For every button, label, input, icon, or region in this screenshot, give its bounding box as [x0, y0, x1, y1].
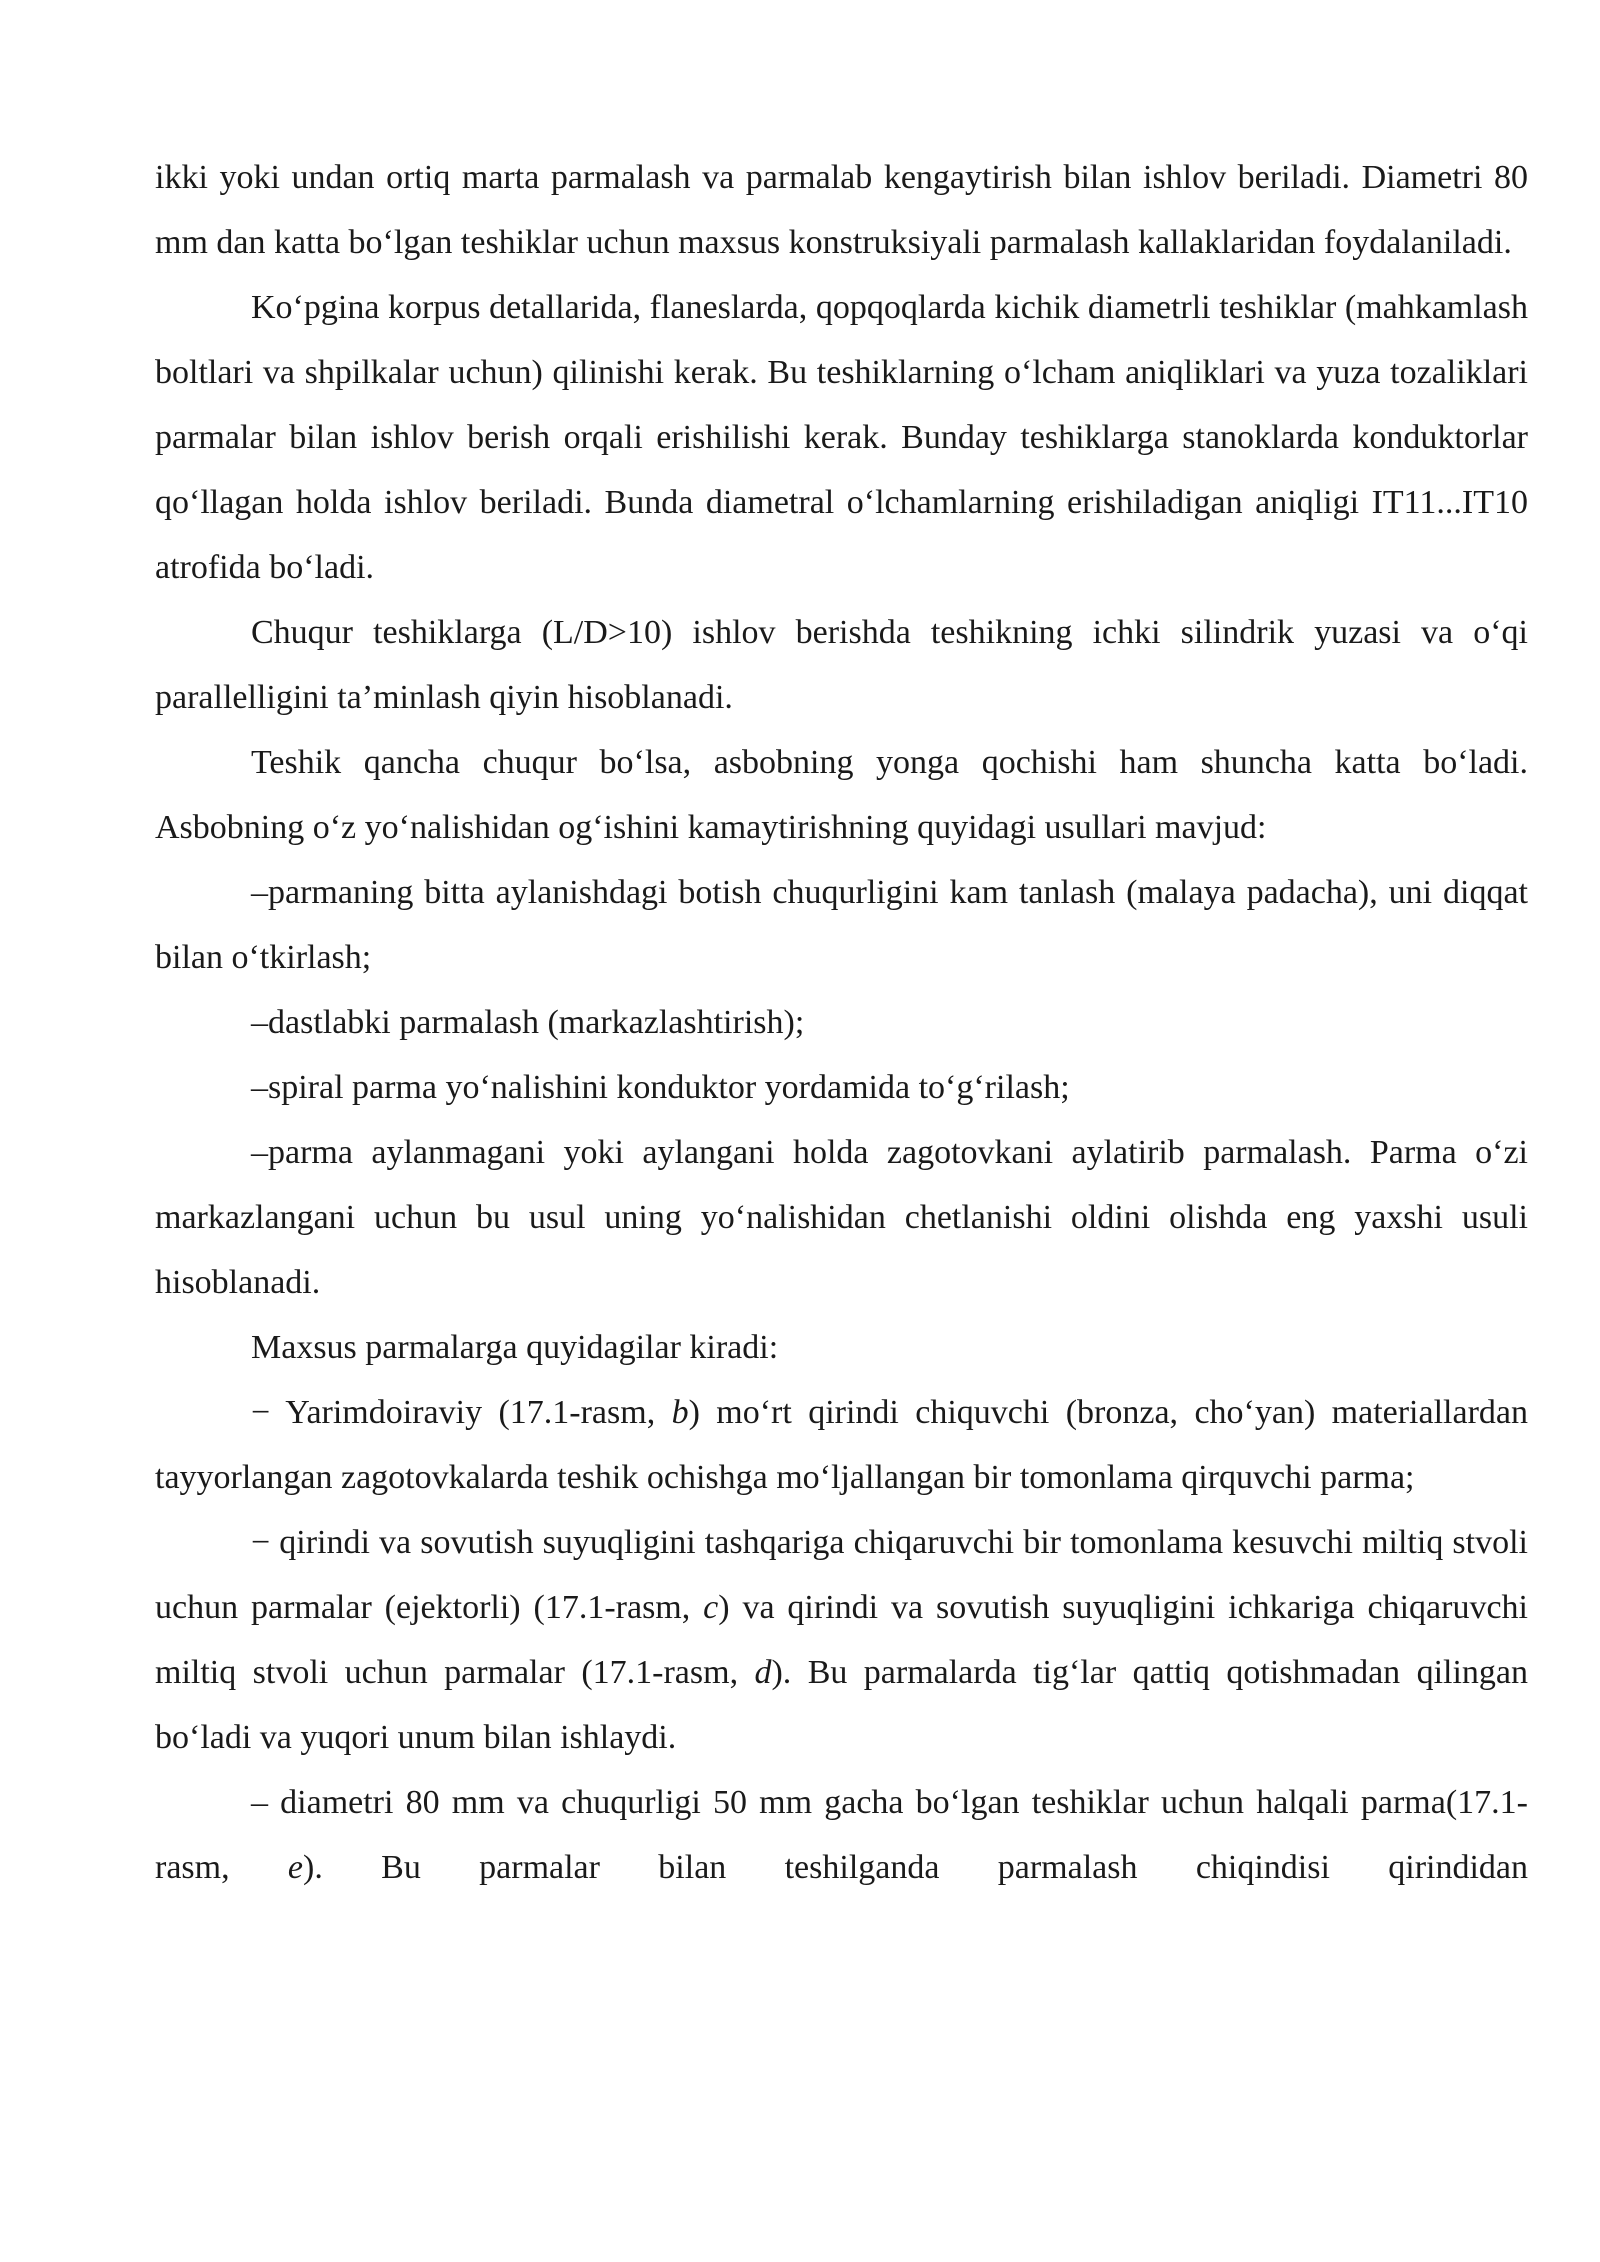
list-item-text: − Yarimdoiraviy (17.1-rasm,	[251, 1394, 672, 1431]
list-item-text: ). Bu parmalar bilan teshilganda parmalash chiqindisi qirindidan	[303, 1849, 1528, 1886]
list-item	[155, 1055, 1528, 1120]
list-item	[155, 1510, 1528, 1770]
paragraph	[155, 275, 1528, 600]
figure-label: e	[287, 1849, 304, 1886]
paragraph	[155, 600, 1528, 730]
list-item	[155, 860, 1528, 990]
paragraph-text: Chuqur teshiklarga (L/D>10) ishlov berishda teshikning ichki silindrik yuzasi va oʻqi parallelligini ta’minlash qiyin hisoblanadi.	[155, 614, 1528, 716]
paragraph-text: ikki yoki undan ortiq marta parmalash va parmalab kengaytirish bilan ishlov beriladi. Diametri 80 mm dan katta boʻlgan teshiklar uchun maxsus konstruksiyali parmalash kallaklaridan foydalaniladi.	[155, 159, 1528, 261]
list-item-text: ). Bu parmalarda tigʻlar qattiq qotishmadan qilingan boʻladi va yuqori unum bilan ishlaydi.	[155, 1654, 1528, 1756]
list-item-text: − qirindi va sovutish suyuqligini tashqariga chiqaruvchi bir tomonlama kesuvchi miltiq stvoli uchun parmalar (ejektorli) (17.1-rasm,	[155, 1524, 1528, 1626]
figure-label: c	[703, 1589, 719, 1626]
list-item	[155, 1770, 1528, 1900]
list-item-text: –spiral parma yoʻnalishini konduktor yordamida toʻgʻrilash;	[251, 1069, 1070, 1106]
list-item-text: ) va qirindi va sovutish suyuqligini ichkariga chiqaruvchi miltiq stvoli uchun parmalar (17.1-rasm,	[155, 1589, 1528, 1691]
list-item-text: ) moʻrt qirindi chiquvchi (bronza, choʻyan) materiallardan tayyorlangan zagotovkalarda teshik ochishga moʻljallangan bir tomonlama qirquvchi parma;	[155, 1394, 1528, 1496]
paragraph	[155, 730, 1528, 860]
list-item-text: –dastlabki parmalash (markazlashtirish);	[251, 1004, 805, 1041]
paragraph-text: Maxsus parmalarga quyidagilar kiradi:	[251, 1329, 779, 1366]
figure-label: d	[754, 1654, 772, 1691]
list-item	[155, 1380, 1528, 1510]
paragraph-text: Koʻpgina korpus detallarida, flaneslarda, qopqoqlarda kichik diametrli teshiklar (mahkamlash boltlari va shpilkalar uchun) qilinishi kerak. Bu teshiklarning oʻlcham aniqliklari va yuza tozaliklari parmalar bilan ishlov berish orqali erishilishi kerak. Bunday teshiklarga stanoklarda konduktorlar qoʻllagan holda ishlov beriladi. Bunda diametral oʻlchamlarning erishiladigan aniqligi IT11...IT10 atrofida boʻladi.	[155, 289, 1528, 586]
paragraph	[155, 1315, 1528, 1380]
paragraph	[155, 145, 1528, 275]
figure-label: b	[671, 1394, 689, 1431]
list-item-text: –parmaning bitta aylanishdagi botish chuqurligini kam tanlash (malaya padacha), uni diqqat bilan oʻtkirlash;	[155, 874, 1528, 976]
list-item-text: –parma aylanmagani yoki aylangani holda zagotovkani aylatirib parmalash. Parma oʻzi markazlangani uchun bu usul uning yoʻnalishidan chetlanishi oldini olishda eng yaxshi usuli hisoblanadi.	[155, 1134, 1528, 1301]
list-item-text: – diametri 80 mm va chuqurligi 50 mm gacha boʻlgan teshiklar uchun halqali parma(17.1-rasm,	[155, 1784, 1528, 1886]
list-item	[155, 990, 1528, 1055]
paragraph-text: Teshik qancha chuqur boʻlsa, asbobning yonga qochishi ham shuncha katta boʻladi. Asbobning oʻz yoʻnalishidan ogʻishini kamaytirishning quyidagi usullari mavjud:	[155, 744, 1528, 846]
list-item	[155, 1120, 1528, 1315]
body-text	[155, 145, 1528, 1900]
